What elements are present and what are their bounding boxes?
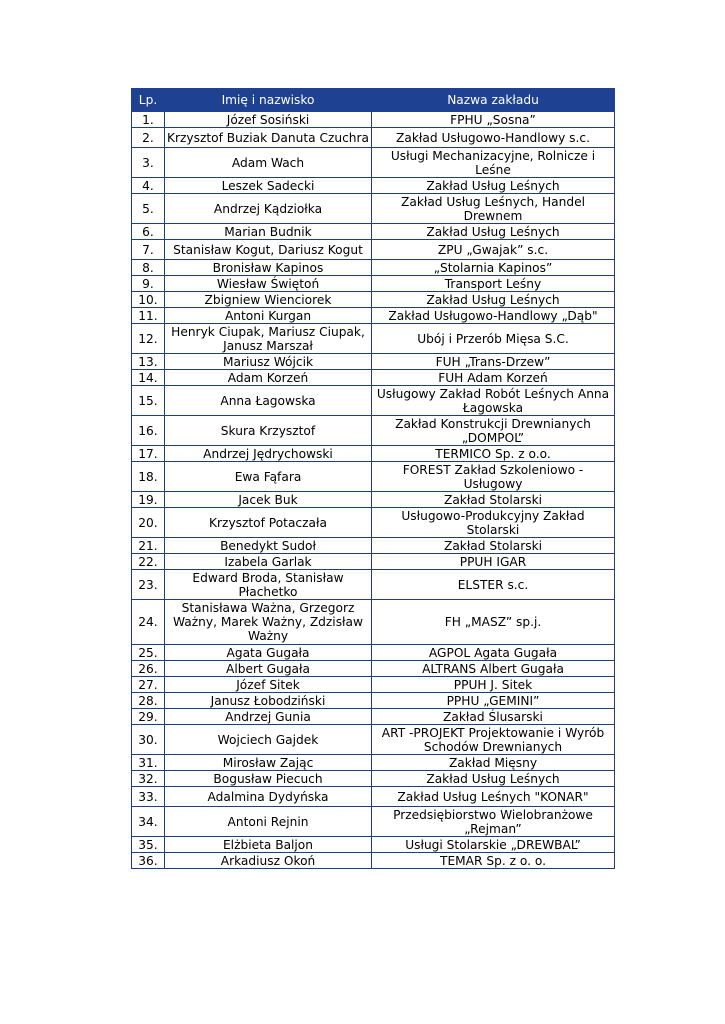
cell-lp: 16.	[132, 416, 165, 446]
cell-lp: 4.	[132, 178, 165, 194]
table-row	[132, 538, 615, 554]
cell-company: PPUH J. Sitek	[372, 677, 615, 693]
cell-company: Usługowy Zakład Robót Leśnych Anna Łagowska	[372, 386, 615, 416]
cell-name: Henryk Ciupak, Mariusz Ciupak, Janusz Marszał	[165, 324, 372, 354]
cell-lp: 9.	[132, 276, 165, 292]
cell-lp: 5.	[132, 194, 165, 224]
table-row	[132, 446, 615, 462]
cell-lp: 15.	[132, 386, 165, 416]
cell-lp: 34.	[132, 807, 165, 837]
cell-company: Usługi Mechanizacyjne, Rolnicze i Leśne	[372, 148, 615, 178]
cell-name: Krzysztof Potaczała	[165, 508, 372, 538]
cell-company: Zakład Usług Leśnych	[372, 771, 615, 787]
table-row	[132, 492, 615, 508]
cell-company: ELSTER s.c.	[372, 570, 615, 600]
cell-company: FOREST Zakład Szkoleniowo - Usługowy	[372, 462, 615, 492]
table-row	[132, 661, 615, 677]
table-row	[132, 755, 615, 771]
table-row	[132, 276, 615, 292]
table-row	[132, 570, 615, 600]
table-row	[132, 354, 615, 370]
cell-lp: 26.	[132, 661, 165, 677]
table-row	[132, 240, 615, 260]
table-row	[132, 837, 615, 853]
cell-lp: 24.	[132, 600, 165, 645]
table-row	[132, 554, 615, 570]
cell-name: Leszek Sadecki	[165, 178, 372, 194]
cell-lp: 18.	[132, 462, 165, 492]
cell-company: ALTRANS Albert Gugała	[372, 661, 615, 677]
cell-name: Izabela Garlak	[165, 554, 372, 570]
cell-lp: 8.	[132, 260, 165, 276]
cell-name: Benedykt Sudoł	[165, 538, 372, 554]
table-row	[132, 386, 615, 416]
cell-company: FH „MASZ” sp.j.	[372, 600, 615, 645]
cell-lp: 7.	[132, 240, 165, 260]
cell-company: TERMICO Sp. z o.o.	[372, 446, 615, 462]
cell-name: Bronisław Kapinos	[165, 260, 372, 276]
table-row	[132, 787, 615, 807]
cell-lp: 19.	[132, 492, 165, 508]
cell-lp: 6.	[132, 224, 165, 240]
cell-lp: 33.	[132, 787, 165, 807]
cell-lp: 12.	[132, 324, 165, 354]
cell-name: Edward Broda, Stanisław Płachetko	[165, 570, 372, 600]
table-row	[132, 194, 615, 224]
table-row	[132, 178, 615, 194]
cell-company: Zakład Stolarski	[372, 492, 615, 508]
cell-company: Zakład Usługowo-Handlowy s.c.	[372, 128, 615, 148]
cell-name: Anna Łagowska	[165, 386, 372, 416]
cell-name: Skura Krzysztof	[165, 416, 372, 446]
cell-company: Usługi Stolarskie „DREWBAL”	[372, 837, 615, 853]
table-row	[132, 771, 615, 787]
table-row	[132, 370, 615, 386]
table-row	[132, 308, 615, 324]
cell-company: Zakład Usług Leśnych, Handel Drewnem	[372, 194, 615, 224]
cell-name: Józef Sitek	[165, 677, 372, 693]
cell-name: Wojciech Gajdek	[165, 725, 372, 755]
table-row	[132, 128, 615, 148]
cell-name: Wiesław Świętoń	[165, 276, 372, 292]
cell-company: Zakład Usług Leśnych	[372, 292, 615, 308]
cell-name: Stanisław Kogut, Dariusz Kogut	[165, 240, 372, 260]
table-row	[132, 224, 615, 240]
cell-name: Arkadiusz Okoń	[165, 853, 372, 869]
cell-company: Transport Leśny	[372, 276, 615, 292]
table-row	[132, 807, 615, 837]
cell-company: Przedsiębiorstwo Wielobranżowe „Rejman”	[372, 807, 615, 837]
cell-name: Marian Budnik	[165, 224, 372, 240]
cell-company: FUH „Trans-Drzew”	[372, 354, 615, 370]
cell-name: Andrzej Jędrychowski	[165, 446, 372, 462]
cell-lp: 13.	[132, 354, 165, 370]
cell-company: AGPOL Agata Gugała	[372, 645, 615, 661]
cell-name: Antoni Kurgan	[165, 308, 372, 324]
table-row	[132, 462, 615, 492]
cell-company: Zakład Usługowo-Handlowy „Dąb"	[372, 308, 615, 324]
cell-lp: 23.	[132, 570, 165, 600]
cell-company: PPUH IGAR	[372, 554, 615, 570]
table-row	[132, 709, 615, 725]
cell-company: Zakład Stolarski	[372, 538, 615, 554]
cell-lp: 28.	[132, 693, 165, 709]
cell-name: Antoni Rejnin	[165, 807, 372, 837]
table-row	[132, 725, 615, 755]
table-row	[132, 645, 615, 661]
cell-company: Zakład Ślusarski	[372, 709, 615, 725]
table-row	[132, 677, 615, 693]
table-row	[132, 416, 615, 446]
table-row	[132, 324, 615, 354]
cell-name: Jacek Buk	[165, 492, 372, 508]
cell-name: Adam Wach	[165, 148, 372, 178]
cell-lp: 20.	[132, 508, 165, 538]
cell-company: Zakład Konstrukcji Drewnianych „DOMPOL”	[372, 416, 615, 446]
cell-name: Andrzej Gunia	[165, 709, 372, 725]
table-row	[132, 292, 615, 308]
cell-lp: 30.	[132, 725, 165, 755]
cell-company: Usługowo-Produkcyjny Zakład Stolarski	[372, 508, 615, 538]
cell-name: Adam Korzeń	[165, 370, 372, 386]
cell-company: ART -PROJEKT Projektowanie i Wyrób Schodów Drewnianych	[372, 725, 615, 755]
table-row	[132, 260, 615, 276]
table-row	[132, 112, 615, 128]
cell-company: Zakład Mięsny	[372, 755, 615, 771]
cell-name: Józef Sosiński	[165, 112, 372, 128]
cell-company: Zakład Usług Leśnych "KONAR"	[372, 787, 615, 807]
cell-lp: 17.	[132, 446, 165, 462]
cell-name: Elżbieta Baljon	[165, 837, 372, 853]
cell-lp: 36.	[132, 853, 165, 869]
cell-lp: 21.	[132, 538, 165, 554]
cell-company: Ubój i Przerób Mięsa S.C.	[372, 324, 615, 354]
cell-lp: 27.	[132, 677, 165, 693]
cell-lp: 22.	[132, 554, 165, 570]
table-header-row	[132, 89, 615, 112]
cell-lp: 31.	[132, 755, 165, 771]
cell-lp: 32.	[132, 771, 165, 787]
cell-name: Krzysztof Buziak Danuta Czuchra	[165, 128, 372, 148]
cell-company: ZPU „Gwajak” s.c.	[372, 240, 615, 260]
cell-lp: 14.	[132, 370, 165, 386]
cell-name: Bogusław Piecuch	[165, 771, 372, 787]
cell-lp: 29.	[132, 709, 165, 725]
cell-lp: 10.	[132, 292, 165, 308]
cell-name: Andrzej Kądziołka	[165, 194, 372, 224]
cell-company: TEMAR Sp. z o. o.	[372, 853, 615, 869]
cell-lp: 2.	[132, 128, 165, 148]
table-row	[132, 600, 615, 645]
table-row	[132, 693, 615, 709]
cell-name: Stanisława Ważna, Grzegorz Ważny, Marek Ważny, Zdzisław Ważny	[165, 600, 372, 645]
cell-name: Albert Gugała	[165, 661, 372, 677]
cell-lp: 35.	[132, 837, 165, 853]
company-table	[131, 88, 615, 869]
cell-name: Adalmina Dydyńska	[165, 787, 372, 807]
cell-company: FUH Adam Korzeń	[372, 370, 615, 386]
cell-lp: 3.	[132, 148, 165, 178]
table-row	[132, 508, 615, 538]
cell-name: Zbigniew Wienciorek	[165, 292, 372, 308]
cell-lp: 11.	[132, 308, 165, 324]
cell-name: Mariusz Wójcik	[165, 354, 372, 370]
cell-company: Zakład Usług Leśnych	[372, 178, 615, 194]
cell-lp: 1.	[132, 112, 165, 128]
table-body	[132, 112, 615, 869]
cell-company: FPHU „Sosna”	[372, 112, 615, 128]
cell-name: Mirosław Zając	[165, 755, 372, 771]
cell-company: „Stolarnia Kapinos”	[372, 260, 615, 276]
table-row	[132, 148, 615, 178]
header-lp: Lp.	[132, 89, 165, 112]
cell-company: Zakład Usług Leśnych	[372, 224, 615, 240]
cell-company: PPHU „GEMINI”	[372, 693, 615, 709]
cell-lp: 25.	[132, 645, 165, 661]
table-row	[132, 853, 615, 869]
cell-name: Janusz Łobodziński	[165, 693, 372, 709]
cell-name: Agata Gugała	[165, 645, 372, 661]
header-company: Nazwa zakładu	[372, 89, 615, 112]
header-name: Imię i nazwisko	[165, 89, 372, 112]
cell-name: Ewa Fąfara	[165, 462, 372, 492]
